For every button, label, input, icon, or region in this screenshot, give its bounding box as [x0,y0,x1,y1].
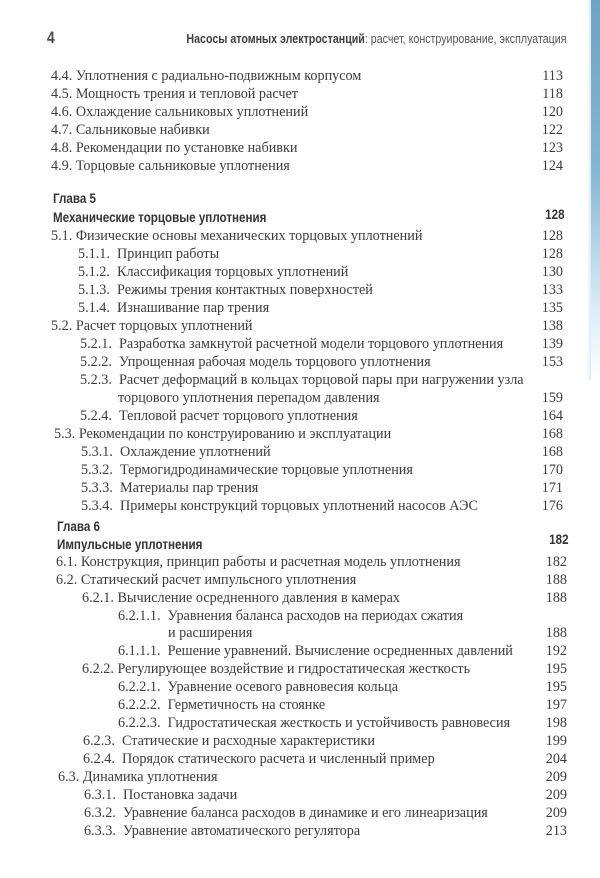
entry-title: Тепловой расчет торцового уплотнения [119,408,358,424]
entry-number: 5.2.3. [80,372,112,388]
entry-title-continuation: и расширения [168,625,253,641]
entry-page: 168 [541,444,563,460]
entry-title: Уравнение автоматического регулятора [123,823,361,839]
toc-entry-continuation[interactable] [0,624,600,642]
entry-page: 209 [545,805,567,821]
entry-title: Герметичность на стоянке [167,697,326,713]
entry-page: 123 [541,140,563,156]
toc-entry[interactable] [0,461,600,479]
entry-number: 6.3.2. [84,805,116,821]
entry-page: 209 [545,769,567,785]
entry-number: 5.2.1. [80,336,112,352]
entry-page: 204 [545,751,567,767]
entry-number: 6.2.2.1. [118,679,161,695]
toc-entry[interactable] [0,660,600,678]
entry-title: Примеры конструкций торцовых уплотнений насосов АЭС [120,498,478,514]
entry-title: Изнашивание пар трения [117,300,270,316]
entry-page: 197 [545,697,567,713]
entry-title: Мощность трения и тепловой расчет [75,86,298,102]
entry-title: Статические и расходные характеристики [122,733,375,749]
entry-title: Расчет деформаций в кольцах торцовой пары при нагружении узла [119,372,524,388]
chapter-page: 182 [549,532,569,547]
entry-page: 195 [545,679,567,695]
entry-title: Классификация торцовых уплотнений [117,264,349,280]
entry-title: Постановка задачи [123,787,238,803]
toc-entry[interactable] [0,786,600,804]
toc-entry[interactable] [0,479,600,497]
toc-entry[interactable] [0,371,600,389]
entry-number: 5.3.4. [81,498,113,514]
entry-number: 5.2.4. [80,408,112,424]
toc-entry[interactable] [0,571,600,589]
toc-entry-continuation[interactable] [0,389,600,407]
toc-entry[interactable] [0,85,600,103]
entry-page: 168 [541,426,563,442]
toc-entry[interactable] [0,804,600,822]
entry-page: 192 [545,643,567,659]
entry-number: 4.6. [51,104,73,120]
entry-page: 153 [541,354,563,370]
entry-number: 5.3. [54,426,76,442]
entry-title: Принцип работы [117,246,220,262]
chapter-label: Глава 5 [53,191,96,206]
entry-page: 130 [541,264,563,280]
toc-entry[interactable] [0,443,600,461]
entry-number: 6.2.2. [82,661,114,677]
entry-title: Гидростатическая жесткость и устойчивость равновесия [167,715,511,731]
toc-entry[interactable] [0,263,600,281]
entry-page: 176 [541,498,563,514]
toc-entry[interactable] [0,281,600,299]
entry-title: Сальниковые набивки [75,122,210,138]
entry-page: 209 [545,787,567,803]
entry-number: 5.1.1. [78,246,110,262]
entry-number: 6.2.3. [83,733,115,749]
toc-entry[interactable] [0,768,600,786]
entry-number: 6.2.4. [83,751,115,767]
entry-page: 182 [545,554,567,570]
entry-title: Разработка замкнутой расчетной модели торцового уплотнения [119,336,504,352]
toc-entry[interactable] [0,714,600,732]
toc-entry[interactable] [0,553,600,571]
entry-title: Уравнения баланса расходов на периодах сжатия [167,608,464,624]
entry-title: Вычисление осредненного давления в камерах [117,590,400,606]
entry-number: 5.1. [51,228,73,244]
toc-entry[interactable] [0,335,600,353]
entry-title: Рекомендации по установке набивки [75,140,298,156]
entry-page: 188 [545,625,567,641]
entry-page: 188 [545,572,567,588]
toc-entry[interactable] [0,245,600,263]
entry-page: 170 [541,462,563,478]
entry-page: 118 [542,86,563,102]
toc-entry[interactable] [0,642,600,660]
entry-number: 6.3.3. [84,823,116,839]
toc-entry[interactable] [0,139,600,157]
entry-number: 6.1.1.1. [118,643,161,659]
toc-entry[interactable] [0,589,600,607]
entry-page: 120 [541,104,563,120]
entry-number: 6.2.1.1. [118,608,161,624]
toc-entry[interactable] [0,103,600,121]
entry-title: Режимы трения контактных поверхностей [117,282,373,298]
entry-page: 139 [541,336,563,352]
chapter-label: Глава 6 [57,519,100,534]
entry-number: 6.3. [58,769,80,785]
toc-entry[interactable] [0,317,600,335]
entry-page: 195 [545,661,567,677]
entry-title: Термогидродинамические торцовые уплотнения [120,462,413,478]
chapter-page: 128 [545,207,565,222]
entry-number: 5.3.1. [81,444,113,460]
entry-title: Уравнение баланса расходов в динамике и его линеаризация [123,805,488,821]
entry-number: 5.1.3. [78,282,110,298]
toc-entry[interactable] [0,822,600,840]
entry-number: 6.2.2.3. [118,715,161,731]
entry-number: 4.5. [51,86,73,102]
running-head [47,28,567,52]
toc-entry[interactable] [0,497,600,515]
entry-number: 6.3.1. [84,787,116,803]
entry-page: 122 [541,122,563,138]
chapter-title[interactable]: Механические торцовые уплотнения [53,210,267,225]
entry-page: 128 [541,246,563,262]
entry-title: Конструкция, принцип работы и расчетная модель уплотнения [80,554,461,570]
entry-number: 4.4. [51,68,73,84]
entry-number: 5.2.2. [80,354,112,370]
entry-page: 171 [541,480,563,496]
toc-entry[interactable] [0,157,600,175]
entry-title: Порядок статического расчета и численный пример [122,751,435,767]
entry-page: 133 [541,282,563,298]
entry-page: 138 [541,318,563,334]
entry-page: 213 [545,823,567,839]
entry-title: Статический расчет импульсного уплотнения [80,572,357,588]
entry-title: Уравнение осевого равновесия кольца [167,679,399,695]
entry-number: 5.3.2. [81,462,113,478]
entry-title: Решение уравнений. Вычисление осредненных давлений [167,643,513,659]
entry-title: Охлаждение сальниковых уплотнений [75,104,309,120]
toc-entry[interactable] [0,353,600,371]
entry-page: 198 [545,715,567,731]
entry-title-continuation: торцового уплотнения перепадом давления [118,390,380,406]
entry-number: 6.2. [56,572,78,588]
toc-entry[interactable] [0,407,600,425]
entry-page: 113 [542,68,563,84]
book-title-bold: Насосы атомных электростанций [186,31,366,46]
entry-page: 135 [541,300,563,316]
entry-title: Материалы пар трения [120,480,259,496]
entry-title: Динамика уплотнения [82,769,218,785]
toc-entry[interactable] [0,696,600,714]
entry-title: Торцовые сальниковые уплотнения [75,158,290,174]
entry-title: Уплотнения с радиально-подвижным корпусом [75,68,362,84]
book-title [187,31,567,46]
entry-number: 5.1.4. [78,300,110,316]
toc-entry[interactable] [0,227,600,245]
entry-number: 5.1.2. [78,264,110,280]
toc-entry[interactable] [0,121,600,139]
toc-entry[interactable] [0,607,600,625]
entry-number: 6.2.1. [82,590,114,606]
entry-number: 4.8. [51,140,73,156]
toc-entry[interactable] [0,67,600,85]
toc-entry[interactable] [0,425,600,443]
page-number: 4 [47,28,55,47]
toc-entry[interactable] [0,678,600,696]
entry-title: Рекомендации по конструированию и эксплуатации [78,426,392,442]
chapter-title[interactable]: Импульсные уплотнения [57,537,203,552]
entry-page: 164 [541,408,563,424]
entry-page: 128 [541,228,563,244]
entry-page: 124 [541,158,563,174]
entry-number: 6.1. [56,554,78,570]
entry-number: 4.9. [51,158,73,174]
entry-title: Регулирующее воздействие и гидростатическая жесткость [117,661,471,677]
entry-number: 6.2.2.2. [118,697,161,713]
toc-entry[interactable] [0,299,600,317]
entry-number: 5.3.3. [81,480,113,496]
entry-page: 199 [545,733,567,749]
entry-number: 4.7. [51,122,73,138]
entry-title: Упрощенная рабочая модель торцового уплотнения [119,354,431,370]
entry-page: 188 [545,590,567,606]
entry-title: Расчет торцовых уплотнений [75,318,253,334]
toc-entry[interactable] [0,750,600,768]
entry-title: Охлаждение уплотнений [120,444,271,460]
entry-title: Физические основы механических торцовых уплотнений [75,228,423,244]
toc-entry[interactable] [0,732,600,750]
entry-page: 159 [541,390,563,406]
book-title-subtitle: : расчет, конструирование, эксплуатация [365,31,567,46]
entry-number: 5.2. [51,318,73,334]
